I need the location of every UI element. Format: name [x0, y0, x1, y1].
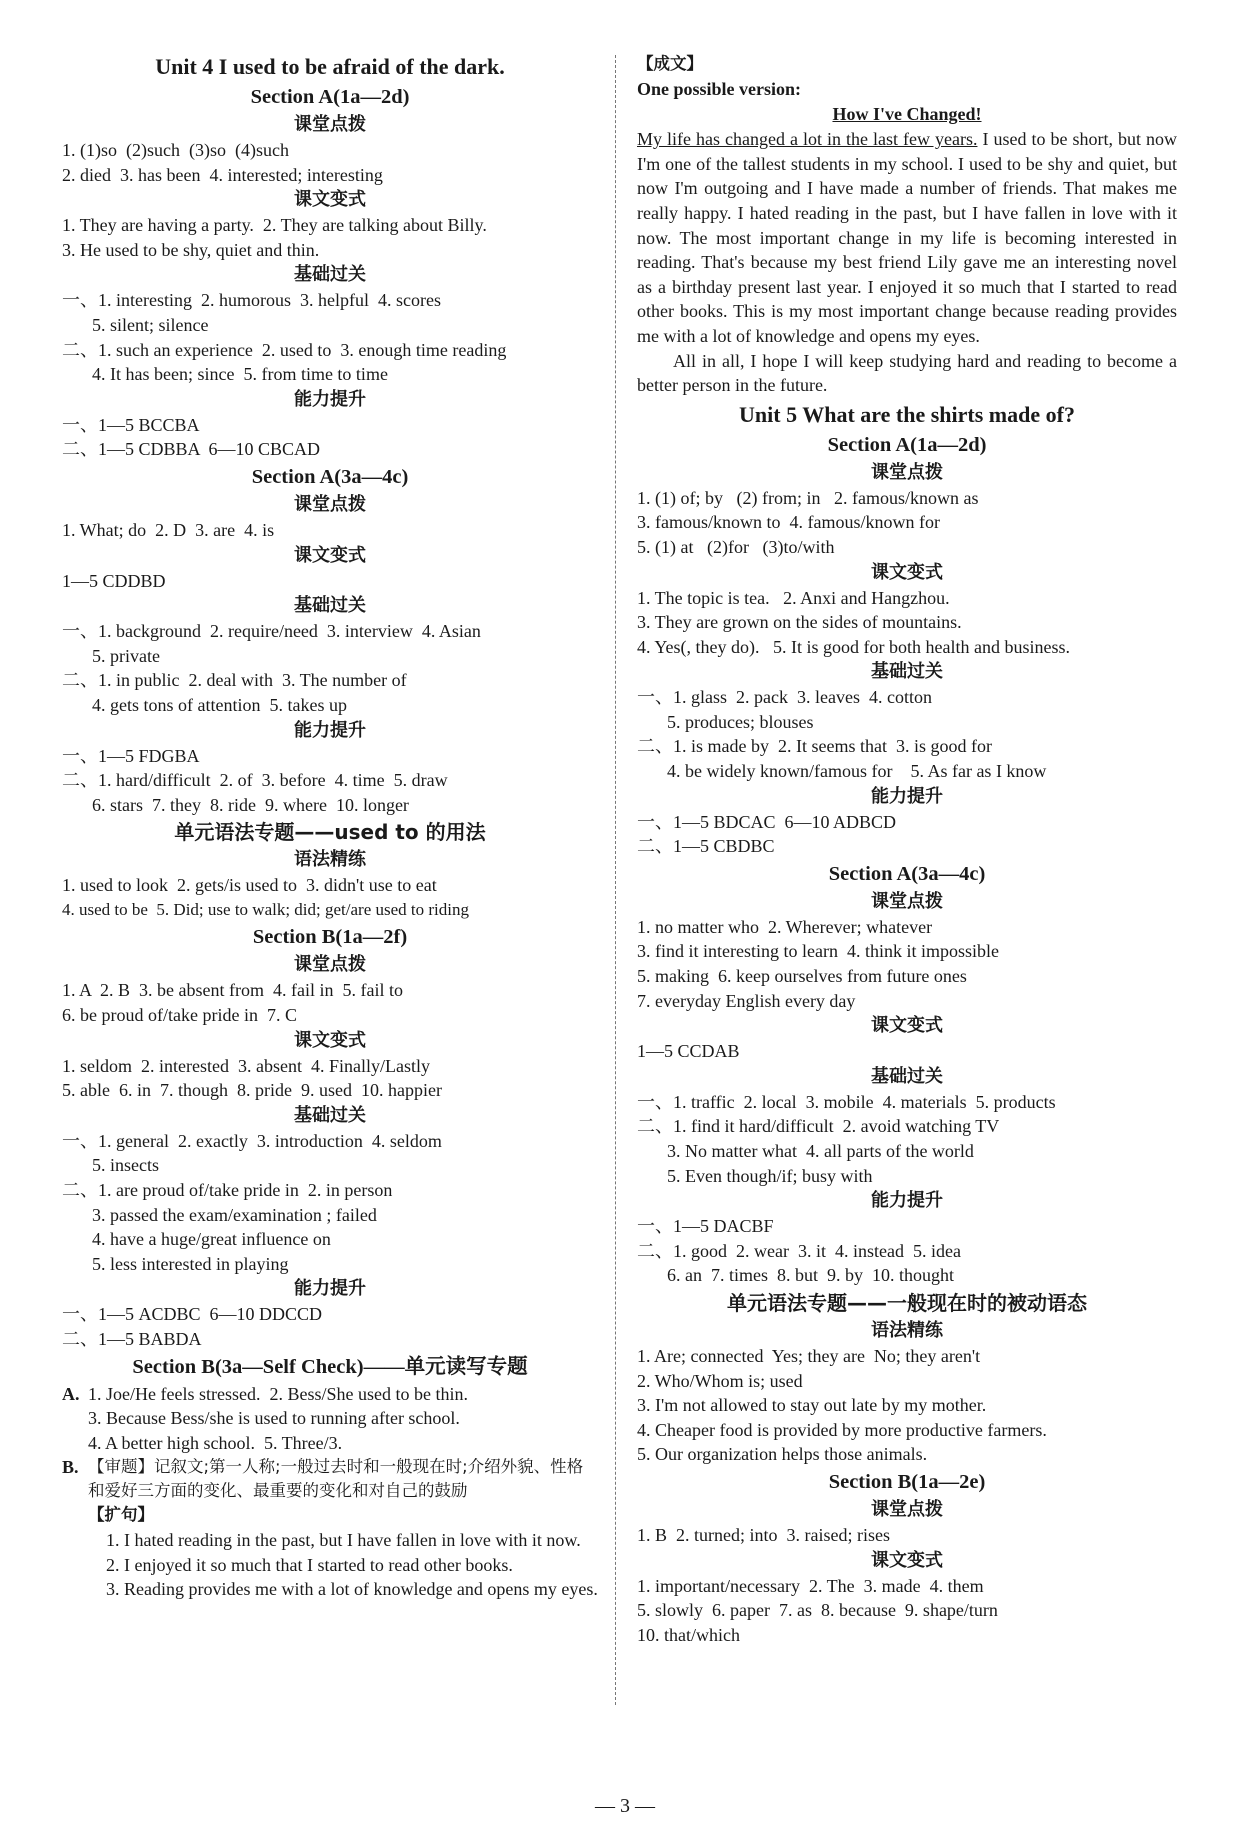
part-b-label: B. [62, 1457, 79, 1478]
unit-5-title: Unit 5 What are the shirts made of? [739, 401, 1075, 427]
answer-line: 1. What; do 2. D 3. are 4. is [62, 519, 275, 540]
subheading: 课文变式 [871, 561, 943, 583]
answer-line: 1. important/necessary 2. The 3. made 4. them [637, 1575, 984, 1596]
answer-line: 5. insects [92, 1155, 159, 1176]
answer-line: 6. be proud of/take pride in 7. C [62, 1005, 297, 1026]
subheading: 能力提升 [294, 388, 366, 410]
answer-line: 一、1—5 FDGBA [62, 745, 200, 766]
answer-line: 5. Even though/if; busy with [667, 1165, 873, 1186]
answer-line: 5. silent; silence [92, 314, 209, 335]
column-divider [615, 55, 616, 1705]
answer-line: 3. He used to be shy, quiet and thin. [62, 239, 320, 260]
right-column [637, 52, 1177, 1647]
grammar-title: 单元语法专题——一般现在时的被动语态 [727, 1290, 1087, 1315]
subheading: 语法精练 [871, 1319, 943, 1341]
answer-line: 1. Joe/He feels stressed. 2. Bess/She used to be thin. [88, 1383, 468, 1404]
answer-line: 4. gets tons of attention 5. takes up [92, 694, 347, 715]
section-title: Section B(3a—Self Check)——单元读写专题 [132, 1355, 528, 1378]
answer-line: 4. Cheaper food is provided by more productive farmers. [637, 1419, 1047, 1440]
subheading: 课文变式 [871, 1549, 943, 1571]
answer-line: 5. able 6. in 7. though 8. pride 9. used 10. happier [62, 1080, 442, 1101]
answer-line: 1—5 CDDBD [62, 570, 166, 591]
essay-title: How I've Changed! [832, 104, 982, 125]
section-title: Section A(1a—2d) [827, 433, 987, 456]
answer-line: 二、1—5 BABDA [62, 1329, 202, 1349]
answer-line: 一、1. glass 2. pack 3. leaves 4. cotton [637, 687, 932, 708]
answer-line: 一、1. general 2. exactly 3. introduction 4. seldom [62, 1130, 442, 1151]
answer-line: 1. (1) of; by (2) from; in 2. famous/known as [637, 487, 979, 508]
answer-line: 一、1. interesting 2. humorous 3. helpful 4. scores [62, 290, 441, 311]
subheading: 基础过关 [871, 1065, 943, 1087]
answer-line: 二、1. good 2. wear 3. it 4. instead 5. idea [637, 1240, 961, 1261]
answer-line: 5. slowly 6. paper 7. as 8. because 9. shape/turn [637, 1600, 998, 1621]
subheading: 能力提升 [871, 1190, 943, 1212]
answer-line: 一、1—5 ACDBC 6—10 DDCCD [62, 1304, 323, 1325]
answer-line: 5. less interested in playing [92, 1253, 289, 1274]
answer-line: 4. used to be 5. Did; use to walk; did; get/are used to riding [62, 899, 469, 919]
section-title: Section A(3a—4c) [251, 465, 409, 488]
answer-line: 5. private [92, 645, 160, 666]
answer-line: 二、1. find it hard/difficult 2. avoid watching TV [637, 1116, 1000, 1137]
chengwen-label: 【成文】 [637, 54, 703, 73]
subheading: 语法精练 [294, 849, 366, 871]
answer-line: 4. Yes(, they do). 5. It is good for both health and business. [637, 636, 1070, 657]
answer-line: 1. The topic is tea. 2. Anxi and Hangzhou. [637, 587, 950, 608]
subheading: 课堂点拨 [294, 493, 366, 515]
answer-line: 一、1—5 BDCAC 6—10 ADBCD [637, 811, 897, 832]
subheading: 课文变式 [294, 189, 366, 211]
answer-line: 6. an 7. times 8. but 9. by 10. thought [667, 1265, 954, 1286]
answer-line: 1. They are having a party. 2. They are talking about Billy. [62, 215, 487, 236]
answer-line: 3. Because Bess/she is used to running after school. [88, 1408, 460, 1429]
answer-line: 1—5 CCDAB [637, 1041, 740, 1062]
subheading: 基础过关 [871, 661, 943, 683]
answer-line: 4. be widely known/famous for 5. As far as I know [667, 761, 1047, 782]
answer-line: 3. Reading provides me with a lot of knowledge and opens my eyes. [106, 1579, 598, 1600]
subheading: 课文变式 [294, 1029, 366, 1051]
subheading: 课堂点拨 [871, 461, 943, 483]
answer-line: 1. A 2. B 3. be absent from 4. fail in 5. fail to [62, 980, 403, 1001]
subheading: 能力提升 [871, 785, 943, 807]
answer-line: 2. I enjoyed it so much that I started to read other books. [106, 1554, 513, 1575]
page-number: — 3 — [595, 1795, 655, 1817]
answer-line: 二、1. hard/difficult 2. of 3. before 4. time 5. draw [62, 770, 448, 791]
part-b [62, 1455, 598, 1601]
answer-line: 5. making 6. keep ourselves from future ones [637, 966, 967, 987]
answer-line: 1. no matter who 2. Wherever; whatever [637, 916, 933, 937]
answer-line: 3. No matter what 4. all parts of the world [667, 1141, 974, 1161]
essay-body: I used to be short, but now I'm one of the tallest students in my school. I used to be shy and quiet, but now I'm outgoing and I have made a number of friends. That makes me really happy. I hated reading in the past, but I have fallen in love with it now. The most important change in my life is becoming interested in reading. That's because my best friend Lily gave me an interesting novel as a birthday present last year. I enjoyed it so much that I started to read other books. This is my most important change because reading provides me with a lot of knowledge and opens my eyes. [637, 129, 1177, 346]
section-title: Section A(1a—2d) [250, 86, 410, 108]
subheading: 基础过关 [294, 1104, 366, 1126]
review-notes: 【审题】记叙文;第一人称;一般过去时和一般现在时;介绍外貌、性格和爱好三方面的变化、最重要的变化和对自己的鼓励 [88, 1457, 584, 1501]
subheading: 课文变式 [294, 544, 366, 566]
answer-line: 一、1—5 BCCBA [62, 414, 200, 435]
subheading: 课堂点拨 [871, 1498, 943, 1520]
essay-paragraph-2: All in all, I hope I will keep studying hard and reading to become a better person in the future. [637, 350, 1177, 396]
subheading: 课堂点拨 [871, 890, 943, 912]
answer-line: 4. have a huge/great influence on [92, 1229, 331, 1250]
possible-version-label: One possible version: [637, 78, 802, 99]
subheading: 课文变式 [871, 1015, 943, 1037]
answer-line: 1. B 2. turned; into 3. raised; rises [637, 1524, 890, 1545]
answer-line: 3. I'm not allowed to stay out late by my mother. [637, 1395, 987, 1416]
answer-line: 1. I hated reading in the past, but I have fallen in love with it now. [106, 1529, 581, 1550]
answer-line: 5. (1) at (2)for (3)to/with [637, 536, 835, 557]
kuoju-label: 【扩句】 [88, 1505, 154, 1525]
answer-line: 二、1. such an experience 2. used to 3. enough time reading [62, 339, 507, 360]
answer-line: 二、1. is made by 2. It seems that 3. is good for [637, 736, 992, 757]
part-a-label: A. [62, 1383, 80, 1404]
part-a [62, 1382, 598, 1456]
answer-line: 6. stars 7. they 8. ride 9. where 10. longer [92, 794, 409, 815]
answer-line: 3. passed the exam/examination ; failed [92, 1204, 377, 1225]
left-column [62, 52, 598, 1602]
answer-line: 1. Are; connected Yes; they are No; they aren't [637, 1345, 981, 1366]
answer-line: 2. Who/Whom is; used [637, 1370, 803, 1391]
answer-line: 一、1. traffic 2. local 3. mobile 4. materials 5. products [637, 1091, 1056, 1112]
section-title: Section B(1a—2f) [252, 926, 408, 949]
subheading: 基础过关 [294, 264, 366, 286]
answer-line: 1. used to look 2. gets/is used to 3. didn't use to eat [62, 875, 437, 896]
subheading: 课堂点拨 [294, 954, 366, 976]
answer-line: 二、1. in public 2. deal with 3. The number of [62, 670, 407, 691]
answer-line: 7. everyday English every day [637, 990, 856, 1011]
section-title: Section A(3a—4c) [828, 862, 986, 885]
answer-line: 10. that/which [637, 1624, 740, 1645]
answer-line: 3. find it interesting to learn 4. think it impossible [637, 941, 999, 962]
answer-line: 5. produces; blouses [667, 711, 814, 732]
answer-line: 1. seldom 2. interested 3. absent 4. Finally/Lastly [62, 1055, 430, 1076]
subheading: 能力提升 [294, 719, 366, 741]
subheading: 基础过关 [294, 595, 366, 617]
answer-line: 3. They are grown on the sides of mountains. [637, 612, 962, 633]
answer-line: 二、1—5 CDBBA 6—10 CBCAD [62, 439, 321, 460]
answer-line: 2. died 3. has been 4. interested; interesting [62, 164, 383, 185]
answer-line: 一、1—5 DACBF [637, 1216, 774, 1237]
answer-line: 二、1. are proud of/take pride in 2. in person [62, 1180, 393, 1201]
grammar-title: 单元语法专题——used to 的用法 [174, 820, 486, 845]
essay-paragraph-1 [637, 127, 1177, 348]
answer-line: 二、1—5 CBDBC [637, 836, 775, 857]
answer-line: 1. (1)so (2)such (3)so (4)such [62, 140, 289, 160]
answer-line: 4. It has been; since 5. from time to time [92, 364, 388, 385]
section-title: Section B(1a—2e) [828, 1470, 986, 1493]
subheading: 课堂点拨 [294, 114, 366, 135]
essay-topic-sentence: My life has changed a lot in the last few years. [637, 129, 978, 150]
answer-line: 一、1. background 2. require/need 3. interview 4. Asian [62, 621, 481, 642]
answer-line: 5. Our organization helps those animals. [637, 1444, 928, 1465]
answer-line: 4. A better high school. 5. Three/3. [88, 1432, 343, 1453]
answer-line: 3. famous/known to 4. famous/known for [637, 512, 940, 533]
subheading: 能力提升 [294, 1278, 366, 1300]
unit-4-title: Unit 4 I used to be afraid of the dark. [155, 54, 505, 79]
